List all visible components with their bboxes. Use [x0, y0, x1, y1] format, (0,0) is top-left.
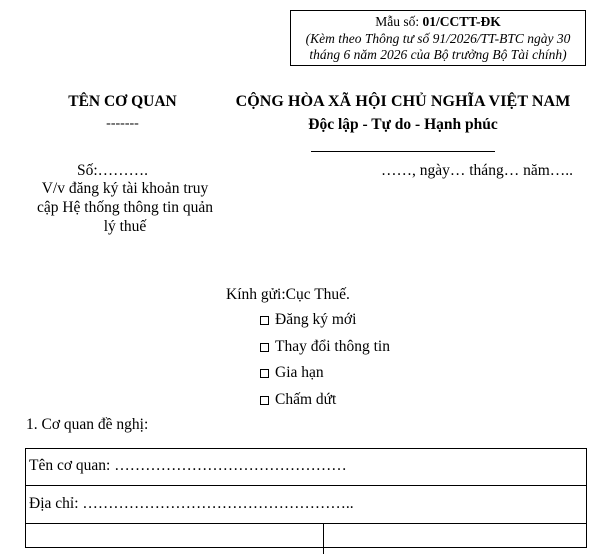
agency-name: TÊN CƠ QUAN	[68, 93, 177, 110]
option-label: Đăng ký mới	[275, 311, 357, 328]
checkbox-icon[interactable]	[260, 343, 269, 352]
recipient-line: Kính gửi:Cục Thuế.	[226, 286, 350, 303]
date-line: ……, ngày… tháng… năm…..	[381, 162, 574, 179]
national-motto: Độc lập - Tự do - Hạnh phúc	[308, 116, 498, 133]
option-label: Chấm dứt	[275, 391, 337, 408]
option-label: Gia hạn	[275, 364, 324, 381]
agency-name-field: Tên cơ quan: ………………………………………	[29, 457, 347, 474]
checkbox-icon[interactable]	[260, 316, 269, 325]
motto-underline	[311, 151, 495, 152]
option-terminate[interactable]	[260, 391, 336, 409]
national-title: CỘNG HÒA XÃ HỘI CHỦ NGHĨA VIỆT NAM	[235, 93, 571, 110]
agency-address-row[interactable]	[26, 486, 586, 524]
form-code-line	[291, 14, 585, 31]
checkbox-icon[interactable]	[260, 396, 269, 405]
document-number: Số:……….	[77, 162, 149, 179]
form-code-prefix: Mẫu số:	[375, 14, 423, 29]
form-note-line-1: (Kèm theo Thông tư số 91/2026/TT-BTC ngày 30	[305, 30, 571, 46]
checkbox-icon[interactable]	[260, 369, 269, 378]
document-subject	[25, 179, 225, 236]
option-register-new[interactable]	[260, 311, 356, 329]
subject-line-2: cập Hệ thống thông tin quản	[36, 199, 214, 216]
agency-name-row[interactable]	[26, 449, 586, 486]
form-code-box	[290, 10, 586, 66]
option-label: Thay đổi thông tin	[275, 338, 390, 355]
subject-line-3: lý thuế	[103, 218, 147, 235]
option-extend[interactable]	[260, 364, 324, 382]
table-next-row	[26, 524, 586, 554]
agency-separator: -------	[106, 116, 139, 131]
agency-info-table	[25, 448, 587, 548]
subject-line-1: V/v đăng ký tài khoản truy	[41, 180, 209, 197]
option-change-info[interactable]	[260, 338, 390, 356]
form-code: 01/CCTT-ĐK	[422, 14, 501, 29]
agency-address-field: Địa chỉ: ……………………………………………..	[29, 495, 354, 512]
section-1-title: 1. Cơ quan đề nghị:	[26, 416, 149, 433]
form-note-line-2: tháng 6 năm 2026 của Bộ trưởng Bộ Tài chính)	[309, 47, 567, 62]
column-divider	[323, 524, 324, 554]
